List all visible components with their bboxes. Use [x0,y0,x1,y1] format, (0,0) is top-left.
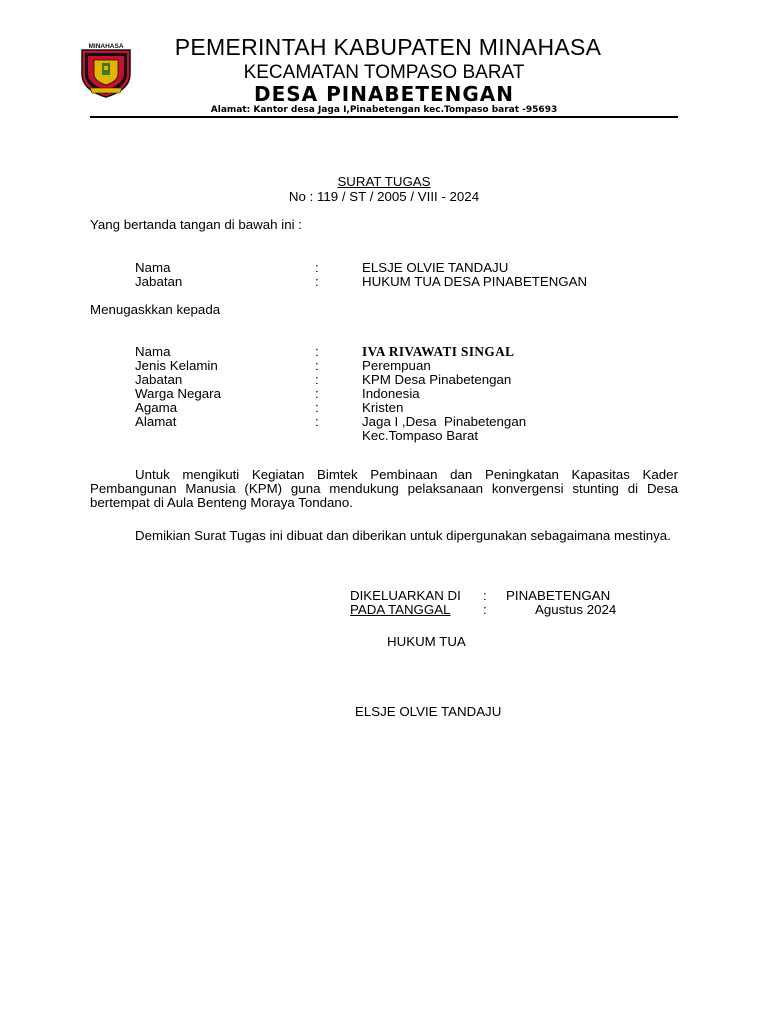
assignee-gender-colon: : [315,358,319,373]
issued-place-colon: : [483,588,487,603]
assignee-citizenship-colon: : [315,386,319,401]
issued-date-row [350,603,627,617]
issued-place-label: DIKELUARKAN DI [350,588,461,603]
letterhead-divider [90,116,678,118]
minahasa-regency-emblem-icon [80,40,132,98]
issued-date-colon: : [483,602,487,617]
logo-caption: MINAHASA [88,43,124,50]
document-title-text: SURAT TUGAS [337,174,431,189]
assignee-gender-label: Jenis Kelamin [135,358,218,373]
issued-date-value: Agustus 2024 [535,602,617,617]
assign-intro-text: Menugaskkan kepada [90,302,221,317]
assignee-address-label: Alamat [135,414,177,429]
document-number: No : 119 / ST / 2005 / VIII - 2024 [288,189,480,204]
signer-name-label: Nama [135,260,171,275]
assignee-religion-label: Agama [135,400,178,415]
issued-place-value: PINABETENGAN [506,588,611,603]
letterhead-address: Alamat: Kantor desa Jaga I,Pinabetengan kec.Tompaso barat -95693 [210,105,558,115]
document-title [0,175,768,189]
assignee-address-line2: Kec.Tompaso Barat [362,428,479,443]
signer-position-colon: : [315,274,319,289]
assignee-religion-colon: : [315,400,319,415]
assignee-position-label: Jabatan [135,372,183,387]
assignee-name-label: Nama [135,344,171,359]
letterhead-village: DESA PINABETENGAN [253,82,514,106]
assignee-gender-value: Perempuan [362,358,431,373]
assignee-name-colon: : [315,344,319,359]
body-paragraph-purpose [90,468,678,510]
signer-position-label: Jabatan [135,274,183,289]
assignee-name-value: IVA RIVAWATI SINGAL [362,344,515,359]
intro-text: Yang bertanda tangan di bawah ini : [90,217,302,232]
assignee-citizenship-value: Indonesia [362,386,420,401]
assignee-position-value: KPM Desa Pinabetengan [362,372,512,387]
signer-name-value: ELSJE OLVIE TANDAJU [362,260,509,275]
letterhead-government: PEMERINTAH KABUPATEN MINAHASA [174,34,602,60]
assignee-address-colon: : [315,414,319,429]
issued-date-label: PADA TANGGAL [350,602,451,617]
body-paragraph-closing-text: Demikian Surat Tugas ini dibuat dan diberikan untuk dipergunakan sebagaimana mestinya. [135,528,671,543]
body-paragraph-purpose-text: Untuk mengikuti Kegiatan Bimtek Pembinaan dan Peningkatan Kapasitas Kader Pembangunan Manusia (KPM) guna mendukung pelaksanaan konvergensi stunting di Desa bertempat di Aula Benteng Moraya Tondano. [90,467,678,510]
assignee-position-colon: : [315,372,319,387]
signature-name: ELSJE OLVIE TANDAJU [355,704,502,719]
signer-name-colon: : [315,260,319,275]
assignee-citizenship-label: Warga Negara [135,386,221,401]
assignee-religion-value: Kristen [362,400,404,415]
signer-position-value: HUKUM TUA DESA PINABETENGAN [362,274,588,289]
letterhead-district: KECAMATAN TOMPASO BARAT [243,62,525,83]
body-paragraph-closing [90,529,678,543]
signature-position: HUKUM TUA [387,634,466,649]
assignee-address-value: Jaga I ,Desa Pinabetengan [362,414,527,429]
